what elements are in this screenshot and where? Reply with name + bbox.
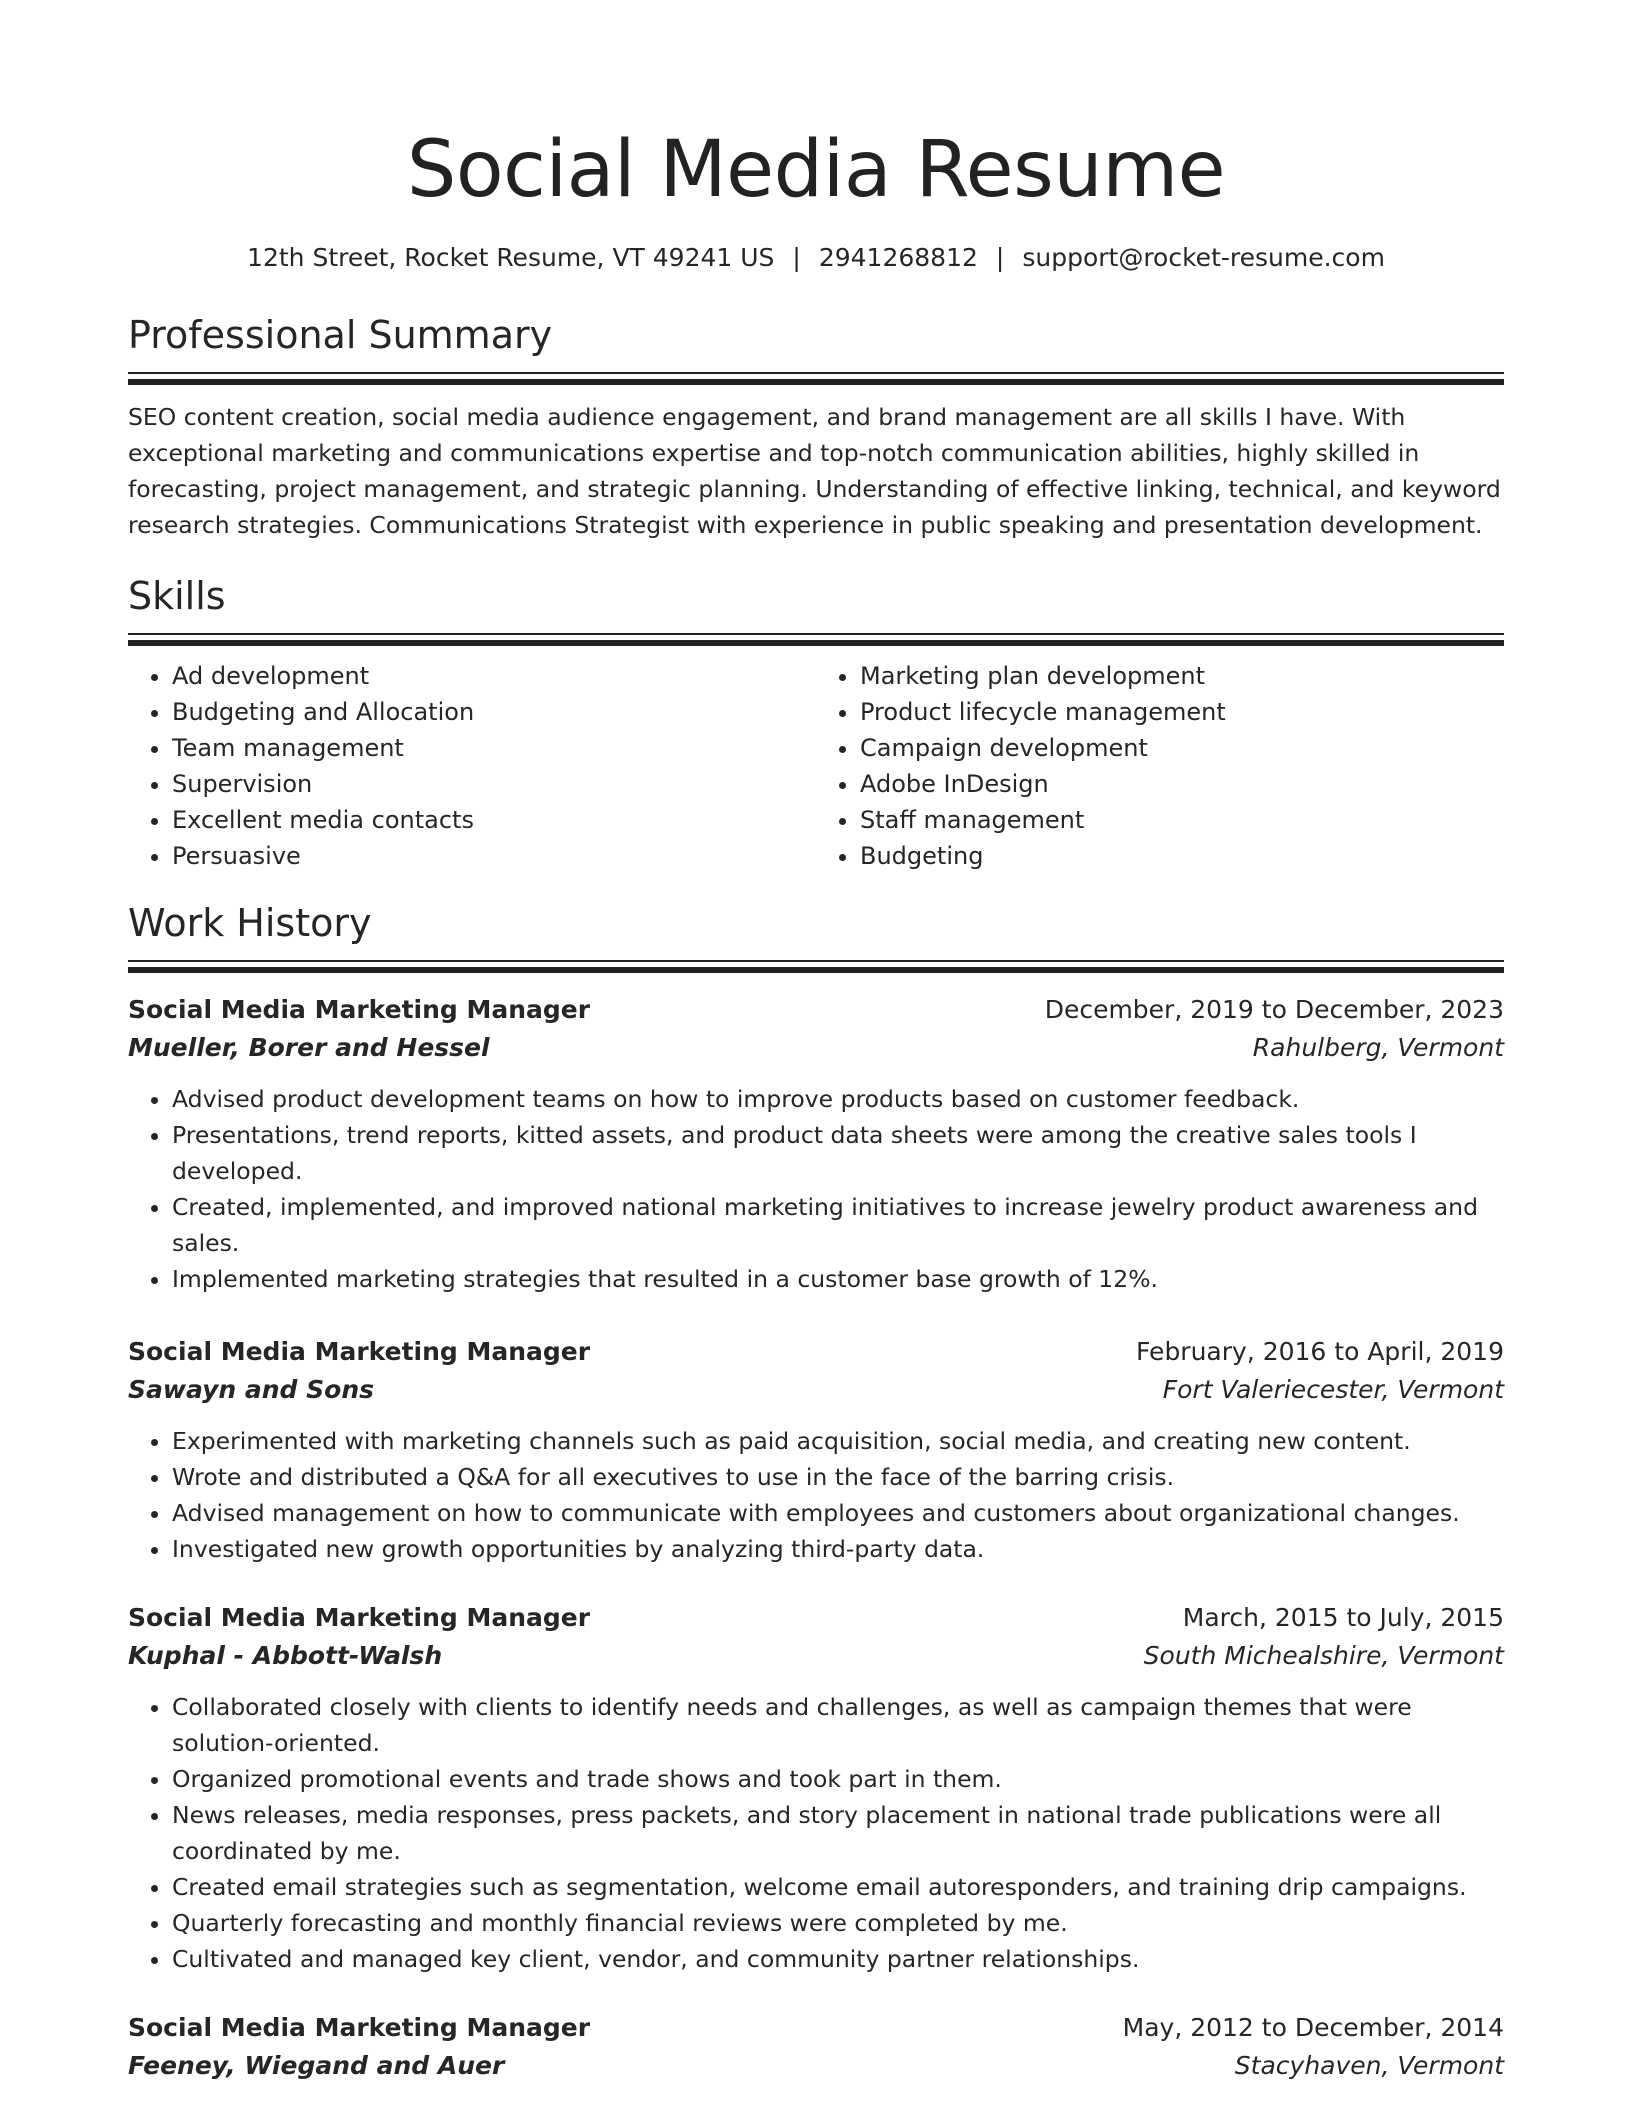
job-entry [128,1599,1504,1977]
job-bullet: • Investigated new growth opportunities by analyzing third-party data. [172,1531,1504,1567]
skill-item: • Ad development [172,658,816,694]
job-bullets [128,1081,1504,1297]
skills-list-left [128,658,816,874]
email: support@rocket-resume.com [1022,243,1385,272]
job-subheader [128,1371,1504,1409]
work-section [128,898,1504,2085]
skill-item: • Persuasive [172,838,816,874]
skills-columns [128,658,1504,874]
contact-separator: | [995,243,1005,272]
job-location: Stacyhaven, Vermont [1234,2051,1504,2080]
job-company: Feeney, Wiegand and Auer [128,2051,505,2080]
skill-item: • Team management [172,730,816,766]
job-company: Kuphal - Abbott-Walsh [128,1641,443,1670]
job-bullet: • Created, implemented, and improved national marketing initiatives to increase jewelry product awareness and sales. [172,1189,1504,1261]
job-bullet: • Organized promotional events and trade shows and took part in them. [172,1761,1504,1797]
skills-section [128,571,1504,874]
job-entry [128,991,1504,1297]
job-header [128,1599,1504,1637]
job-dates: May, 2012 to December, 2014 [1122,2013,1504,2042]
job-bullet: • Implemented marketing strategies that resulted in a customer base growth of 12%. [172,1261,1504,1297]
job-bullets [128,1423,1504,1567]
section-heading-summary: Professional Summary [128,313,553,357]
job-bullet: • Created email strategies such as segmentation, welcome email autoresponders, and training drip campaigns. [172,1869,1504,1905]
section-rule [128,633,1504,646]
job-bullet: • Collaborated closely with clients to identify needs and challenges, as well as campaign themes that were solution-oriented. [172,1689,1504,1761]
contact-separator: | [792,243,801,272]
job-company: Sawayn and Sons [128,1375,374,1404]
summary-text: SEO content creation, social media audience engagement, and brand management are all skills I have. With exceptional marketing and communications expertise and top-notch communication abilities, highly skilled in forecasting, project management, and strategic planning. Understanding of effective linking, technical, and keyword research strategies. Communications Strategist with experience in public speaking and presentation development. [128,403,1501,539]
job-subheader [128,1637,1504,1675]
section-rule [128,960,1504,973]
job-location: South Michealshire, Vermont [1143,1641,1504,1670]
contact-line [128,240,1504,276]
job-dates: December, 2019 to December, 2023 [1044,995,1504,1024]
job-title: Social Media Marketing Manager [128,2013,591,2042]
section-heading-skills: Skills [128,574,226,618]
section-rule [128,372,1504,385]
job-location: Fort Valeriecester, Vermont [1162,1375,1504,1404]
job-bullet: • Wrote and distributed a Q&A for all executives to use in the face of the barring crisis. [172,1459,1504,1495]
address: 12th Street, Rocket Resume, VT 49241 US [247,243,775,272]
job-bullet: • Presentations, trend reports, kitted assets, and product data sheets were among the creative sales tools I developed. [172,1117,1504,1189]
job-bullet: • News releases, media responses, press packets, and story placement in national trade publications were all coordinated by me. [172,1797,1504,1869]
job-company: Mueller, Borer and Hessel [128,1033,490,1062]
job-bullet: • Advised product development teams on how to improve products based on customer feedback. [172,1081,1504,1117]
job-title: Social Media Marketing Manager [128,995,591,1024]
summary-section [128,310,1504,543]
job-bullets [128,1689,1504,1977]
job-subheader [128,1029,1504,1067]
job-subheader [128,2047,1504,2085]
resume-page [128,120,1504,2085]
skill-item: • Marketing plan development [860,658,1504,694]
job-header [128,2009,1504,2047]
section-heading-work: Work History [128,901,372,945]
skill-item: • Budgeting [860,838,1504,874]
skill-item: • Adobe InDesign [860,766,1504,802]
job-bullet: • Cultivated and managed key client, vendor, and community partner relationships. [172,1941,1504,1977]
job-location: Rahulberg, Vermont [1252,1033,1504,1062]
skills-list-right [816,658,1504,874]
skill-item: • Staff management [860,802,1504,838]
skill-item: • Excellent media contacts [172,802,816,838]
job-title: Social Media Marketing Manager [128,1337,591,1366]
job-header [128,991,1504,1029]
skill-item: • Supervision [172,766,816,802]
job-header [128,1333,1504,1371]
job-bullet: • Experimented with marketing channels such as paid acquisition, social media, and creating new content. [172,1423,1504,1459]
skill-item: • Product lifecycle management [860,694,1504,730]
resume-title: Social Media Resume [406,125,1226,215]
job-entry [128,1333,1504,1567]
job-bullet: • Quarterly forecasting and monthly financial reviews were completed by me. [172,1905,1504,1941]
skill-item: • Budgeting and Allocation [172,694,816,730]
phone: 2941268812 [818,243,978,272]
job-dates: February, 2016 to April, 2019 [1136,1337,1504,1366]
skill-item: • Campaign development [860,730,1504,766]
job-bullet: • Advised management on how to communicate with employees and customers about organizational changes. [172,1495,1504,1531]
job-dates: March, 2015 to July, 2015 [1182,1603,1504,1632]
job-entry [128,2009,1504,2085]
job-title: Social Media Marketing Manager [128,1603,591,1632]
